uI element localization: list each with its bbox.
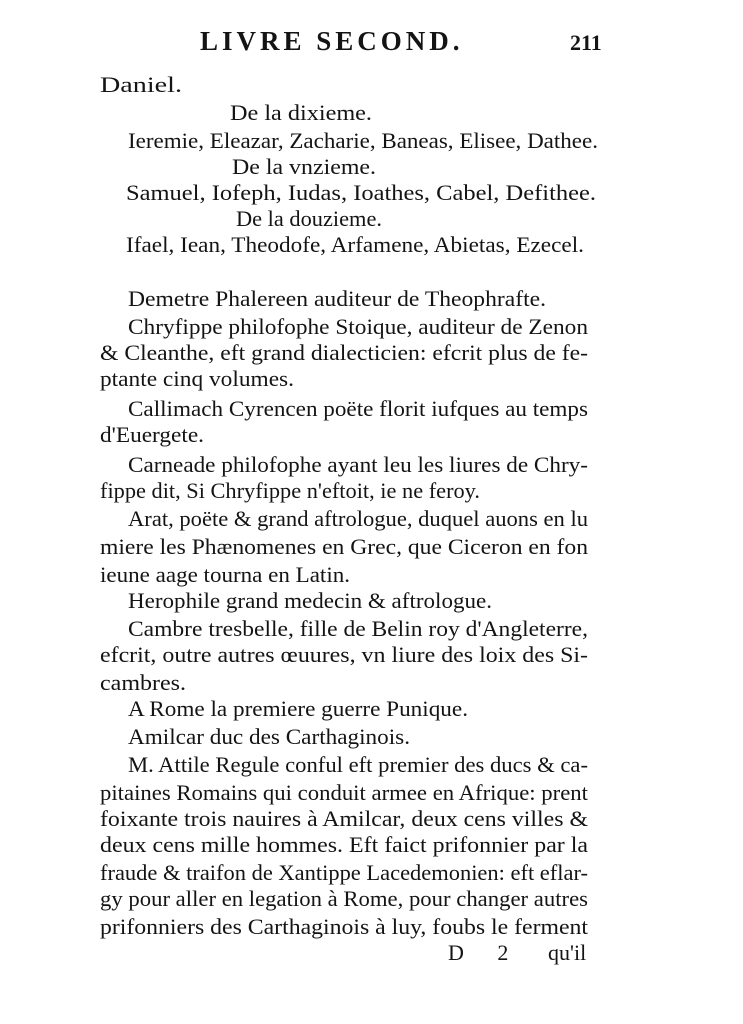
text-line: Amilcar duc des Carthaginois. xyxy=(128,724,410,749)
text-line: pitaines Romains qui conduit armee en Afrique: prent xyxy=(100,780,588,805)
text-line: Arat, poëte & grand aftrologue, duquel auons en lu xyxy=(128,506,588,531)
text-line: Chryfippe philofophe Stoique, auditeur de Zenon xyxy=(128,314,588,339)
text-line: Samuel, Iofeph, Iudas, Ioathes, Cabel, Defithee. xyxy=(126,180,596,205)
text-line: miere les Phænomenes en Grec, que Ciceron en fon xyxy=(100,534,588,559)
text-line: cambres. xyxy=(100,670,186,695)
text-line: Daniel. xyxy=(100,72,182,97)
page-number: 211 xyxy=(570,30,602,55)
text-line: efcrit, outre autres œuures, vn liure des loix des Si- xyxy=(100,642,588,667)
text-line: Ieremie, Eleazar, Zacharie, Baneas, Elisee, Dathee. xyxy=(128,128,598,153)
text-line: Callimach Cyrencen poëte florit iufques au temps xyxy=(128,396,588,421)
text-line: foixante trois nauires à Amilcar, deux cens villes & xyxy=(100,806,588,831)
text-line: fraude & traifon de Xantippe Lacedemonien: eft eflar- xyxy=(100,860,588,885)
text-line: ptante cinq volumes. xyxy=(100,366,294,391)
text-line: Demetre Phalereen auditeur de Theophrafte. xyxy=(128,286,546,311)
text-line: & Cleanthe, eft grand dialecticien: efcrit plus de fe- xyxy=(100,340,588,365)
text-line: Carneade philofophe ayant leu les liures de Chry- xyxy=(128,452,588,477)
text-line: Cambre tresbelle, fille de Belin roy d'Angleterre, xyxy=(128,616,588,641)
text-line: deux cens mille hommes. Eft faict prifonnier par la xyxy=(100,832,588,857)
text-line: De la vnzieme. xyxy=(232,154,376,179)
text-line: ieune aage tourna en Latin. xyxy=(100,562,350,587)
text-line: De la douzieme. xyxy=(236,206,382,231)
catchword: qu'il xyxy=(548,940,587,965)
text-line: M. Attile Regule conful eft premier des ducs & ca- xyxy=(128,752,588,777)
text-line: gy pour aller en legation à Rome, pour changer autres xyxy=(100,886,588,911)
text-line: prifonniers des Carthaginois à luy, foubs le ferment xyxy=(100,914,588,939)
running-head: LIVRE SECOND. xyxy=(200,26,464,56)
text-line: fippe dit, Si Chryfippe n'eftoit, ie ne feroy. xyxy=(100,478,481,503)
text-line: A Rome la premiere guerre Punique. xyxy=(128,696,468,721)
text-line: Herophile grand medecin & aftrologue. xyxy=(128,588,492,613)
text-line: d'Euergete. xyxy=(100,422,204,447)
text-line: De la dixieme. xyxy=(230,100,372,125)
signature-mark: D 2 xyxy=(448,940,523,965)
text-line: Ifael, Iean, Theodofe, Arfamene, Abietas, Ezecel. xyxy=(126,232,584,257)
